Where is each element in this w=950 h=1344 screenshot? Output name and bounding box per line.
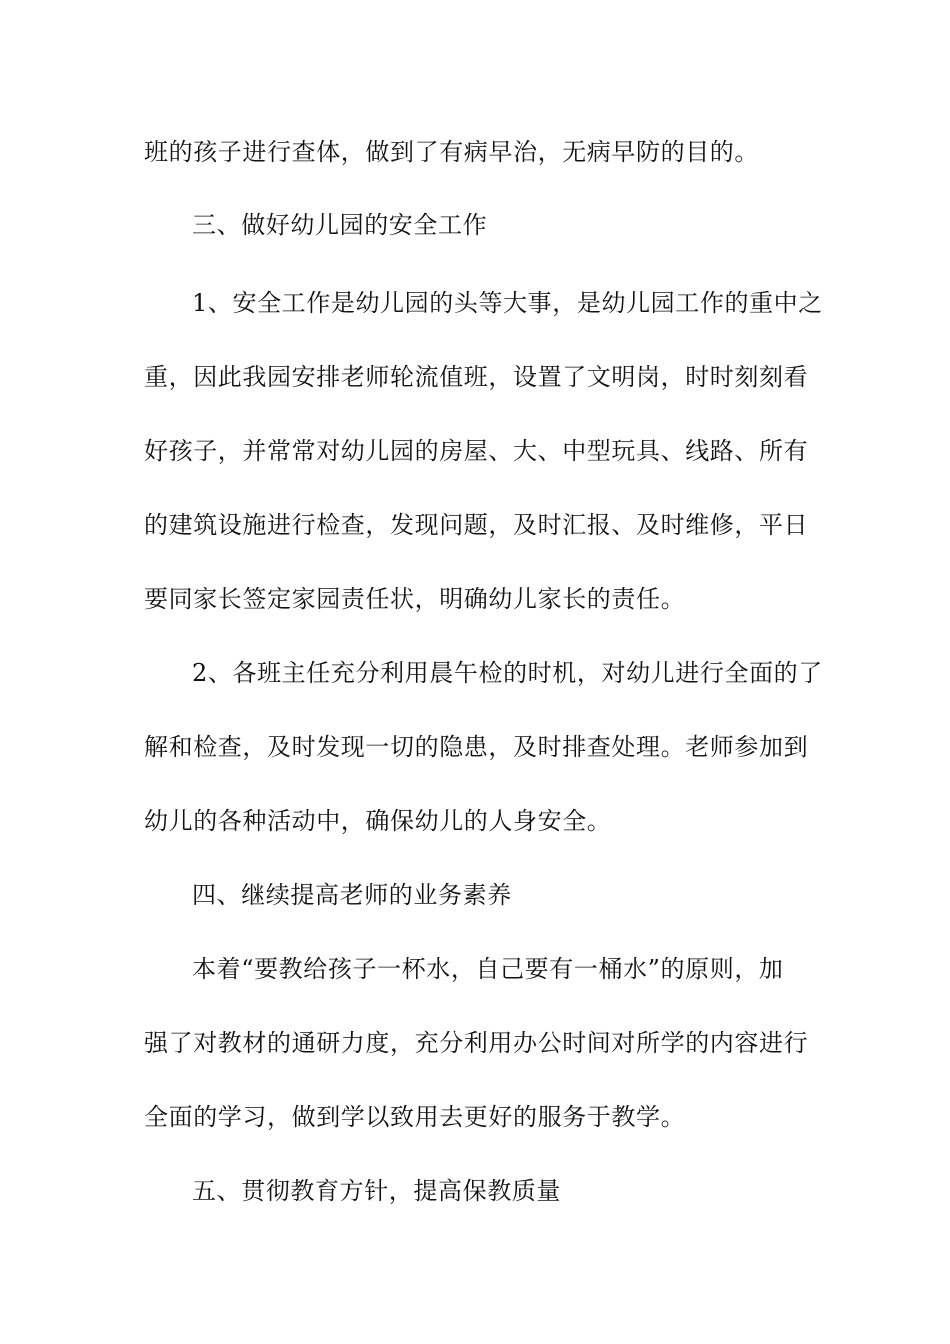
text-line-8: 2、各班主任充分利用晨午检的时机，对幼儿进行全面的了 — [192, 659, 823, 687]
text-line-1: 班的孩子进行查体，做到了有病早治，无病早防的目的。 — [144, 138, 759, 166]
text-line-10: 幼儿的各种活动中，确保幼儿的人身安全。 — [144, 807, 612, 835]
text-line-13: 强了对教材的通研力度，充分利用办公时间对所学的内容进行 — [144, 1029, 809, 1057]
text-line-9: 解和检查，及时发现一切的隐患，及时排查处理。老师参加到 — [144, 733, 809, 761]
text-line-12: 本着“要教给孩子一杯水，自己要有一桶水”的原则，加 — [192, 955, 784, 983]
text-line-5: 好孩子，并常常对幼儿园的房屋、大、中型玩具、线路、所有 — [144, 437, 809, 465]
text-line-4: 重，因此我园安排老师轮流值班，设置了文明岗，时时刻刻看 — [144, 363, 809, 391]
section-heading-4: 四、继续提高老师的业务素养 — [192, 881, 512, 909]
text-line-14: 全面的学习，做到学以致用去更好的服务于教学。 — [144, 1103, 686, 1131]
section-heading-3: 三、做好幼儿园的安全工作 — [192, 211, 488, 239]
text-line-7: 要同家长签定家园责任状，明确幼儿家长的责任。 — [144, 585, 686, 613]
section-heading-5: 五、贯彻教育方针，提高保教质量 — [192, 1177, 561, 1205]
text-line-6: 的建筑设施进行检查，发现问题，及时汇报、及时维修，平日 — [144, 511, 809, 539]
text-line-3: 1、安全工作是幼儿园的头等大事，是幼儿园工作的重中之 — [192, 289, 823, 317]
